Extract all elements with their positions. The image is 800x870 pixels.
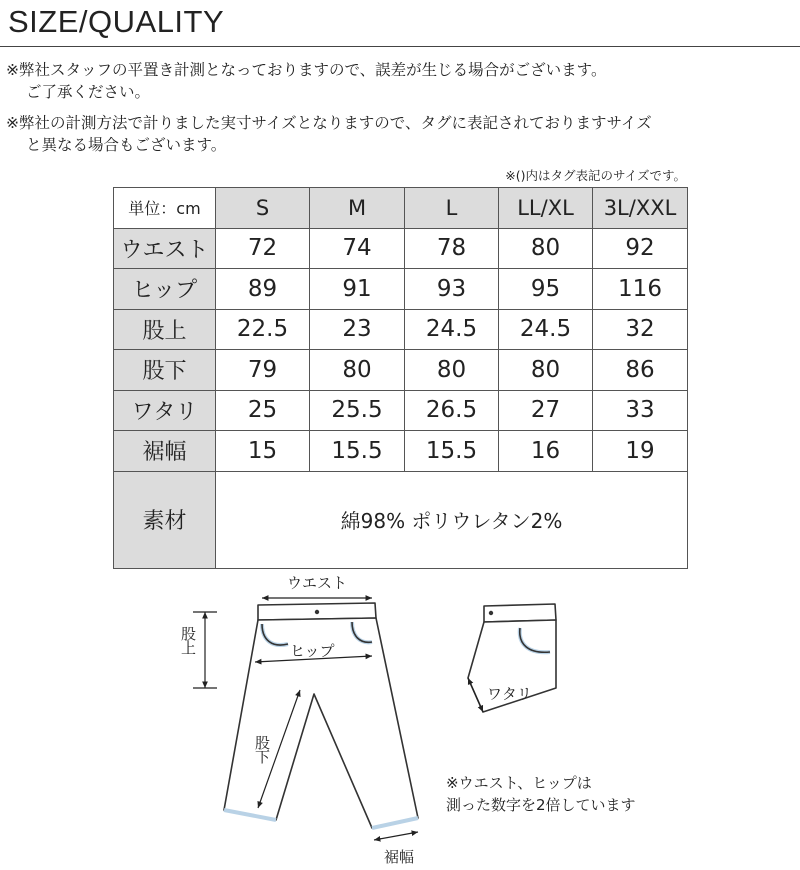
table-cell: 22.5: [216, 309, 310, 350]
table-cell: 78: [405, 228, 499, 269]
table-cell: 74: [310, 228, 405, 269]
measurement-note-line2: ご了承ください。: [26, 83, 151, 101]
rise-label: 股上: [179, 626, 197, 654]
table-cell: 24.5: [405, 309, 499, 350]
table-cell: 24.5: [499, 309, 593, 350]
row-label-hem: 裾幅: [114, 431, 216, 472]
table-row-inseam: [114, 350, 688, 391]
title-divider: [0, 46, 800, 47]
measurement-diagram: [0, 570, 800, 870]
size-column-m: M: [310, 188, 405, 229]
table-cell: 19: [593, 431, 688, 472]
table-cell: 23: [310, 309, 405, 350]
row-label-hip: ヒップ: [114, 269, 216, 310]
table-cell: 91: [310, 269, 405, 310]
row-label-thigh: ワタリ: [114, 390, 216, 431]
hip-label: ヒップ: [290, 642, 335, 660]
page-title: SIZE/QUALITY: [8, 4, 225, 39]
diagram-note-line1: ※ウエスト、ヒップは: [446, 774, 592, 792]
table-cell: 92: [593, 228, 688, 269]
inseam-label: 股下: [253, 735, 271, 763]
row-label-waist: ウエスト: [114, 228, 216, 269]
table-cell: 15.5: [310, 431, 405, 472]
pants-illustration: [0, 570, 800, 870]
measurement-note-line1: ※弊社スタッフの平置き計測となっておりますので、誤差が生じる場合がございます。: [6, 61, 607, 79]
material-value: 綿98% ポリウレタン2%: [216, 471, 688, 568]
size-header-row: [114, 188, 688, 229]
diagram-note: [446, 772, 636, 816]
unit-label: 単位：cm: [114, 188, 216, 229]
table-cell: 95: [499, 269, 593, 310]
table-row-thigh: [114, 390, 688, 431]
table-cell: 80: [405, 350, 499, 391]
table-row-rise: [114, 309, 688, 350]
table-cell: 79: [216, 350, 310, 391]
table-cell: 89: [216, 269, 310, 310]
table-cell: 25.5: [310, 390, 405, 431]
diagram-note-line2: 測った数字を2倍しています: [446, 796, 636, 814]
table-cell: 72: [216, 228, 310, 269]
size-column-3l-xxl: 3L/XXL: [593, 188, 688, 229]
table-row-material: [114, 471, 688, 568]
table-cell: 32: [593, 309, 688, 350]
table-cell: 116: [593, 269, 688, 310]
tag-size-note-line1: ※弊社の計測方法で計りました実寸サイズとなりますので、タグに表記されておりますサイズ: [6, 114, 652, 132]
button-dot: [315, 610, 319, 614]
table-cell: 26.5: [405, 390, 499, 431]
hem-arrow: [374, 832, 418, 840]
table-cell: 15: [216, 431, 310, 472]
table-cell: 80: [310, 350, 405, 391]
table-cell: 16: [499, 431, 593, 472]
tag-size-note: [6, 112, 652, 156]
tag-notation-note: ※()内はタグ表記のサイズです。: [505, 168, 686, 183]
size-table: [113, 187, 688, 569]
tag-size-note-line2: と異なる場合もございます。: [26, 136, 227, 154]
thigh-label: ワタリ: [487, 685, 532, 703]
size-column-l: L: [405, 188, 499, 229]
size-column-ll-xl: LL/XL: [499, 188, 593, 229]
waist-label: ウエスト: [287, 574, 348, 592]
table-cell: 93: [405, 269, 499, 310]
table-cell: 80: [499, 228, 593, 269]
table-cell: 25: [216, 390, 310, 431]
hem-label: 裾幅: [384, 848, 415, 866]
table-cell: 15.5: [405, 431, 499, 472]
size-column-s: S: [216, 188, 310, 229]
table-cell: 27: [499, 390, 593, 431]
row-label-rise: 股上: [114, 309, 216, 350]
row-label-material: 素材: [114, 471, 216, 568]
table-row-waist: [114, 228, 688, 269]
measurement-note: [6, 59, 606, 103]
row-label-inseam: 股下: [114, 350, 216, 391]
table-cell: 86: [593, 350, 688, 391]
table-row-hip: [114, 269, 688, 310]
table-cell: 80: [499, 350, 593, 391]
side-waistband: [484, 604, 556, 622]
table-cell: 33: [593, 390, 688, 431]
table-row-hem: [114, 431, 688, 472]
